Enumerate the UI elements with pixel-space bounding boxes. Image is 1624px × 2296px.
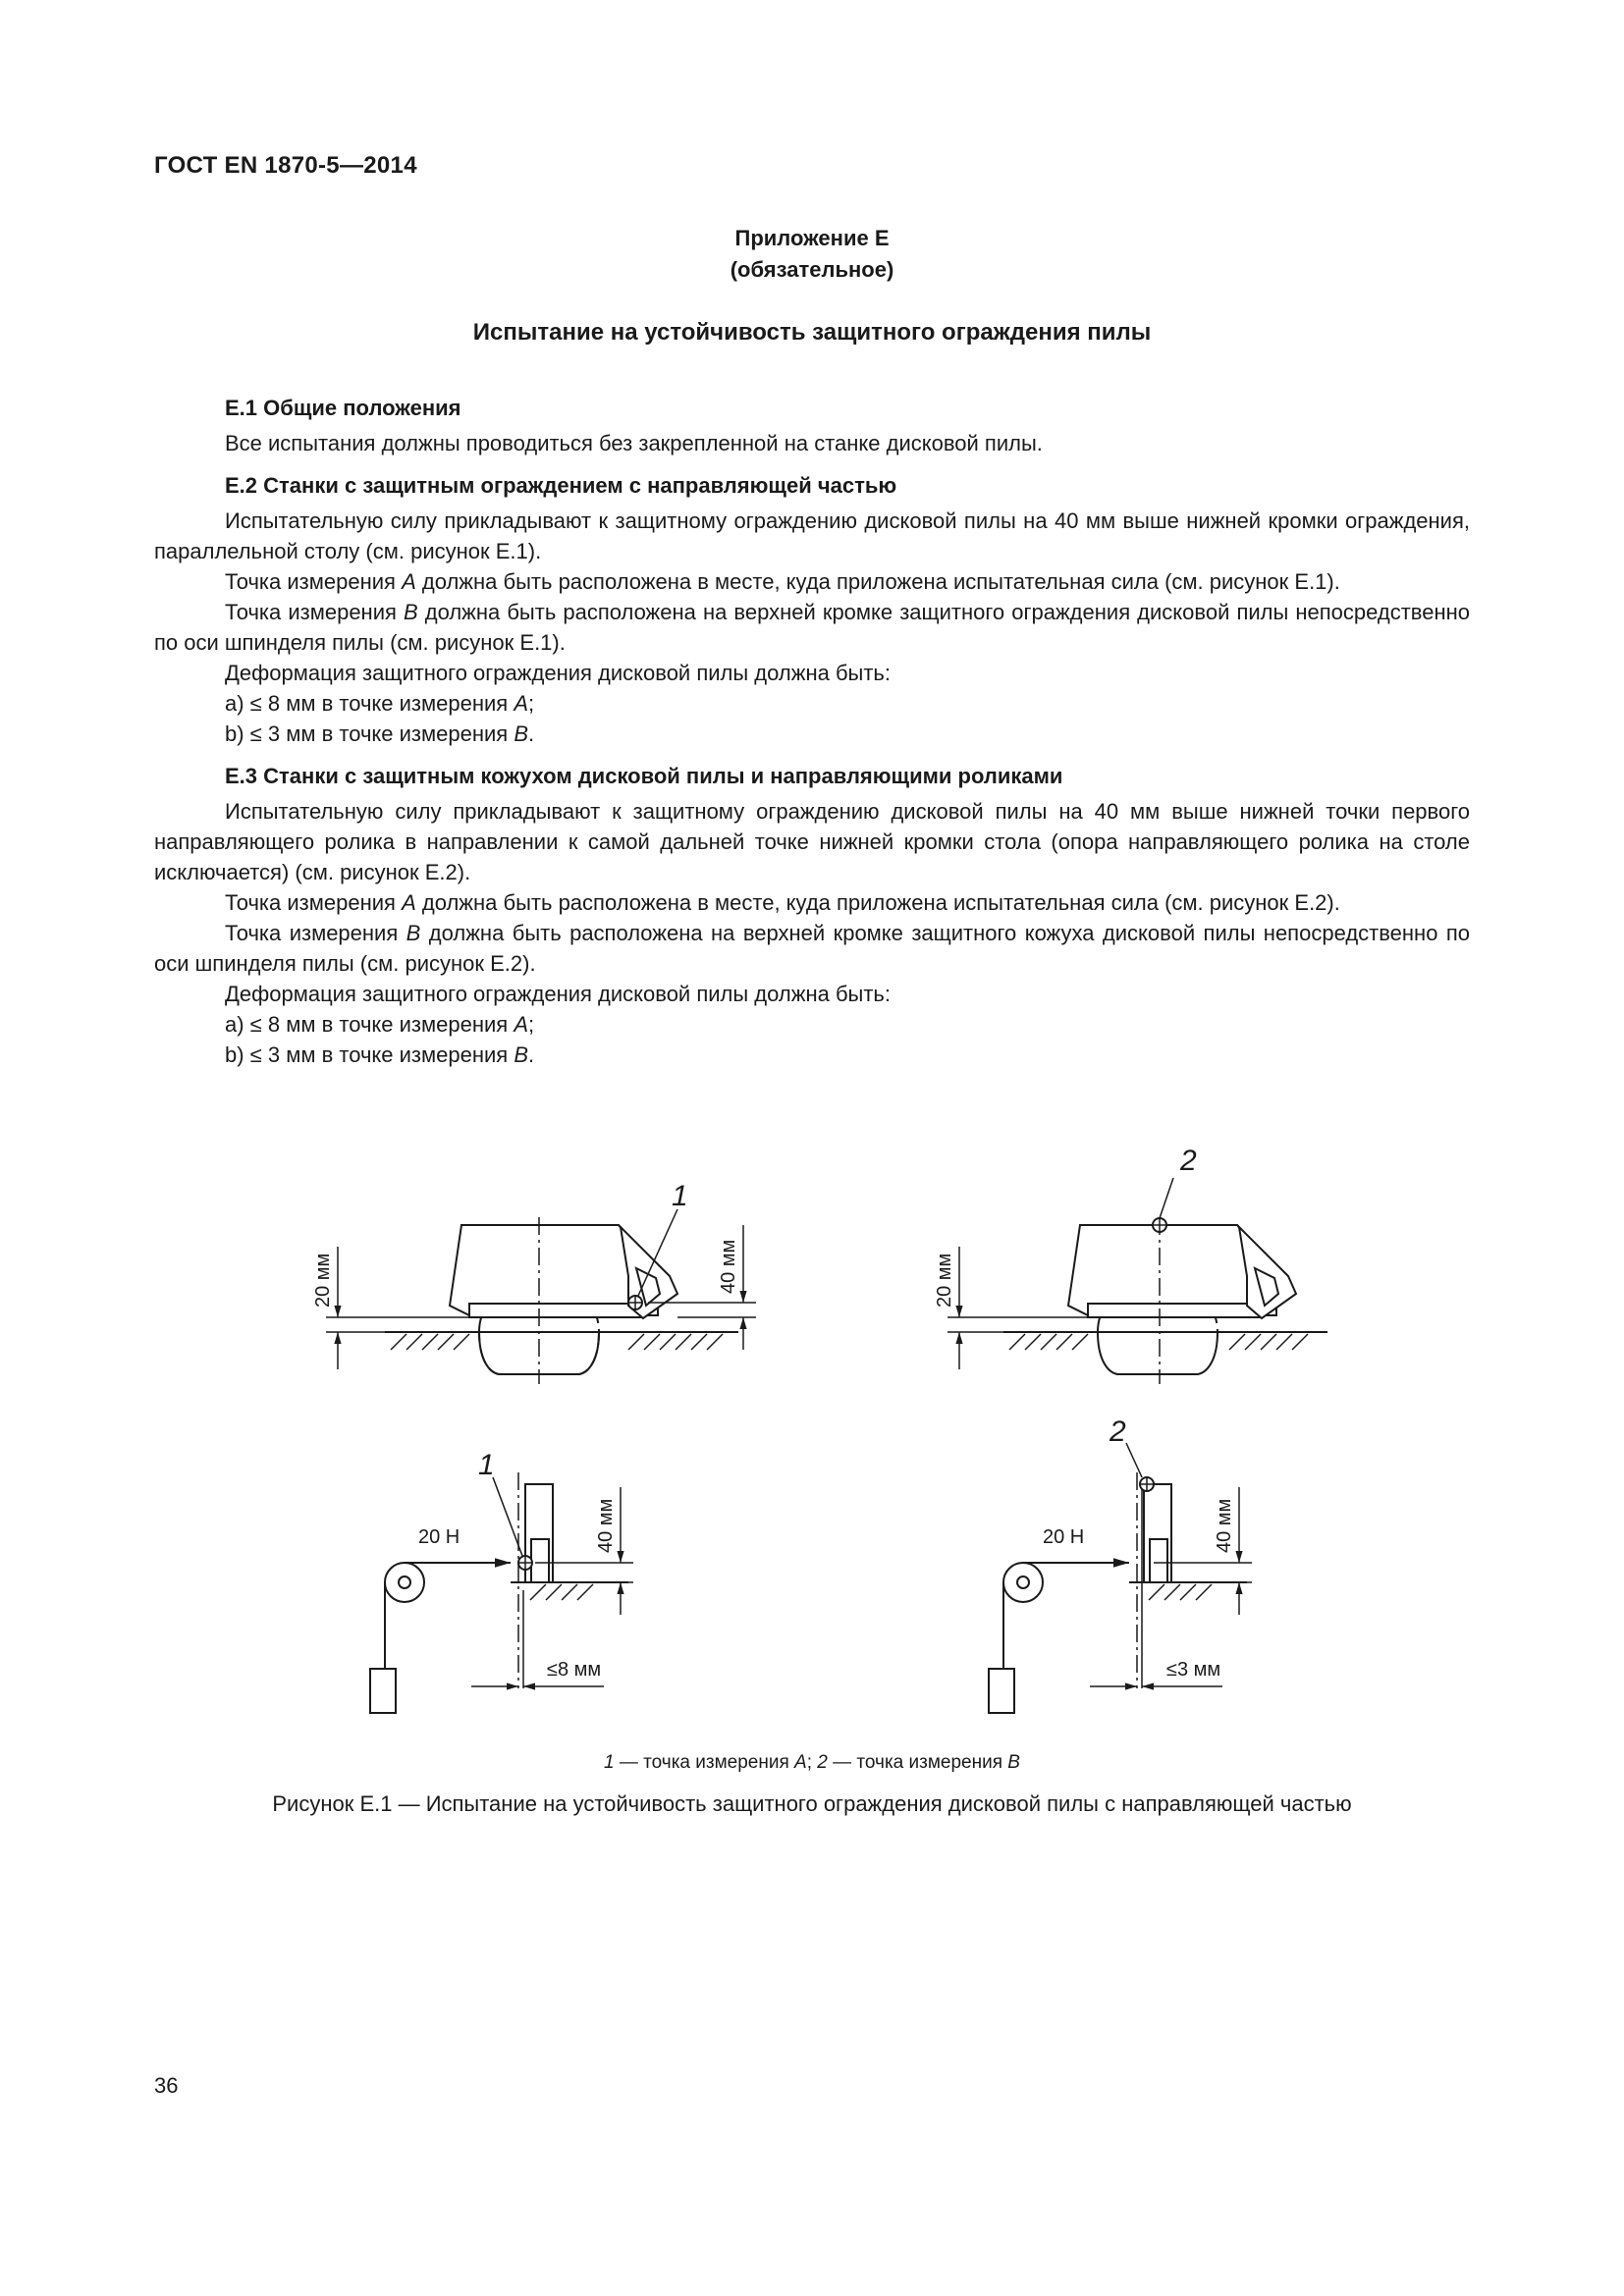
document-id: ГОСТ EN 1870-5—2014 — [154, 152, 417, 179]
annex-status: (обязательное) — [730, 257, 894, 282]
section-heading: Е.1 Общие положения — [225, 396, 461, 420]
top-right-guard-view — [947, 1178, 1327, 1384]
annex-title: Приложение Е — [734, 226, 890, 250]
paragraph: Испытательную силу прикладывают к защитному ограждению дисковой пилы на 40 мм выше нижней кромки ограждения, параллельной столу (см. рисунок Е.1). — [154, 508, 1470, 563]
section-e1 — [154, 393, 1470, 458]
figure-legend: 1 — точка измерения A; 2 — точка измерения B — [604, 1752, 1020, 1773]
figure-caption: Рисунок Е.1 — Испытание на устойчивость защитного ограждения дисковой пилы с направляющей частью — [272, 1791, 1352, 1816]
section-e2 — [154, 470, 1470, 749]
section-heading: Е.2 Станки с защитным ограждением с направляющей частью — [225, 473, 897, 498]
section-e3 — [154, 761, 1470, 1070]
list-item: b) ≤ 3 мм в точке измерения B. — [225, 721, 535, 746]
paragraph: Точка измерения A должна быть расположена в месте, куда приложена испытательная сила (см. рисунок Е.1). — [225, 569, 1340, 594]
dimension-40mm-top: 40 мм — [718, 1239, 739, 1294]
force-label-right: 20 Н — [1043, 1526, 1085, 1548]
dimension-40mm-bottom-right: 40 мм — [1214, 1498, 1235, 1553]
dimension-20mm-left: 20 мм — [312, 1253, 334, 1308]
dimension-40mm-bottom-left: 40 мм — [595, 1498, 617, 1553]
callout-1-top: 1 — [672, 1180, 688, 1212]
deviation-label-a: ≤8 мм — [547, 1659, 602, 1681]
paragraph: Точка измерения B должна быть расположена на верхней кромке защитного ограждения дисковой пилы непосредственно по оси шпинделя пилы (см. рисунок Е.1). — [154, 600, 1471, 655]
paragraph: Испытательную силу прикладывают к защитному ограждению дисковой пилы на 40 мм выше нижней точки первого направляющего ролика в направлении к самой дальней точке нижней кромки стола (опора направляющего ролика на столе исключается) (см. рисунок Е.2). — [154, 799, 1470, 884]
page-number: 36 — [154, 2073, 179, 2098]
paragraph: Деформация защитного ограждения дисковой пилы должна быть: — [225, 661, 892, 685]
section-heading: Е.3 Станки с защитным кожухом дисковой пилы и направляющими роликами — [225, 764, 1063, 788]
force-label-left: 20 Н — [418, 1526, 460, 1548]
list-item: a) ≤ 8 мм в точке измерения A; — [225, 691, 535, 716]
paragraph: Точка измерения B должна быть расположена на верхней кромке защитного кожуха дисковой пилы непосредственно по оси шпинделя пилы (см. рисунок Е.2). — [154, 921, 1471, 976]
callout-2-top: 2 — [1180, 1145, 1197, 1177]
deviation-label-b: ≤3 мм — [1166, 1659, 1221, 1681]
paragraph: Точка измерения A должна быть расположена в месте, куда приложена испытательная сила (см. рисунок Е.2). — [225, 890, 1340, 915]
paragraph: Все испытания должны проводиться без закрепленной на станке дисковой пилы. — [225, 431, 1043, 455]
paragraph: Деформация защитного ограждения дисковой пилы должна быть: — [225, 982, 892, 1006]
figure-e1-drawing — [0, 1119, 1624, 1747]
document-body — [154, 393, 1470, 1082]
callout-1-bottom: 1 — [478, 1449, 495, 1481]
list-item: a) ≤ 8 мм в точке измерения A; — [225, 1012, 535, 1037]
list-item: b) ≤ 3 мм в точке измерения B. — [225, 1042, 535, 1067]
dimension-20mm-right: 20 мм — [934, 1253, 955, 1308]
top-left-guard-view — [326, 1209, 756, 1384]
annex-heading: Испытание на устойчивость защитного ограждения пилы — [472, 319, 1152, 346]
callout-2-bottom: 2 — [1110, 1415, 1126, 1448]
